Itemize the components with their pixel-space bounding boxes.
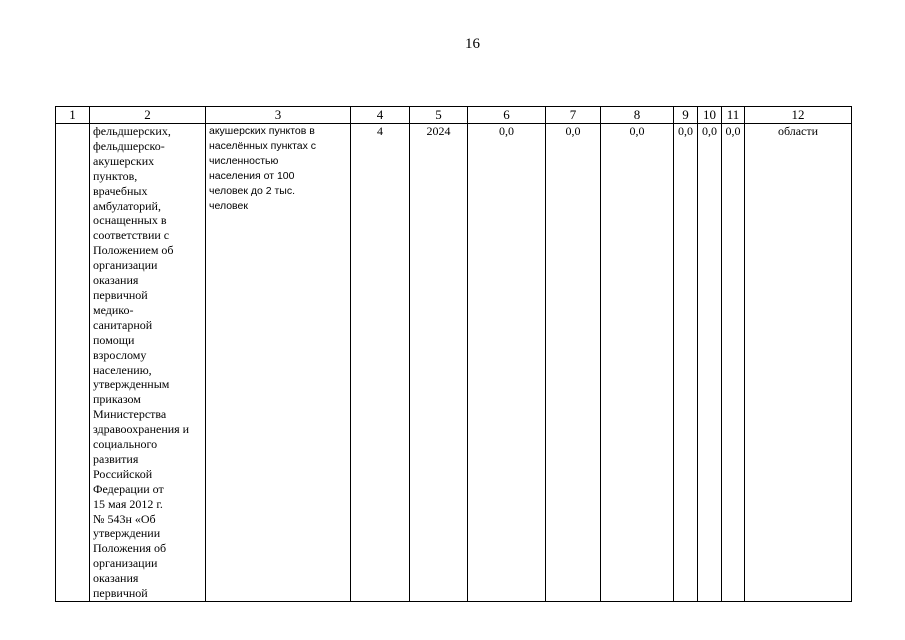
cell-col-4: 4 <box>351 124 410 602</box>
cell-col-5: 2024 <box>410 124 468 602</box>
cell-col-6: 0,0 <box>468 124 546 602</box>
header-col-6: 6 <box>468 107 546 124</box>
page-number: 16 <box>465 36 480 52</box>
cell-col-2-text: фельдшерских, фельдшерско- акушерских пунктов, врачебных амбулаторий, оснащенных в соответствии с Положением об организации оказания первичной медико- санитарной помощи взрослому населению, утвержденным приказом Министерства здравоохранения и социального развития Российской Федерации от 15 мая 2012 г. № 543н «Об утверждении Положения об организации оказания первичной <box>93 124 190 601</box>
cell-col-10: 0,0 <box>698 124 722 602</box>
cell-col-2 <box>90 124 206 602</box>
data-table <box>55 106 852 602</box>
cell-col-7: 0,0 <box>546 124 601 602</box>
cell-col-8: 0,0 <box>601 124 674 602</box>
header-col-8: 8 <box>601 107 674 124</box>
header-col-1: 1 <box>56 107 90 124</box>
header-col-7: 7 <box>546 107 601 124</box>
header-col-2: 2 <box>90 107 206 124</box>
cell-col-11: 0,0 <box>722 124 745 602</box>
header-col-10: 10 <box>698 107 722 124</box>
header-col-3: 3 <box>206 107 351 124</box>
table-row <box>56 124 852 602</box>
header-col-4: 4 <box>351 107 410 124</box>
cell-col-3 <box>206 124 351 602</box>
header-col-11: 11 <box>722 107 745 124</box>
cell-col-12: области <box>745 124 852 602</box>
header-col-12: 12 <box>745 107 852 124</box>
header-col-5: 5 <box>410 107 468 124</box>
header-row <box>56 107 852 124</box>
cell-col-3-text: акушерских пунктов в населённых пунктах с численностью населения от 100 человек до 2 тыс. человек <box>209 125 317 212</box>
cell-col-1 <box>56 124 90 602</box>
header-col-9: 9 <box>674 107 698 124</box>
cell-col-9: 0,0 <box>674 124 698 602</box>
